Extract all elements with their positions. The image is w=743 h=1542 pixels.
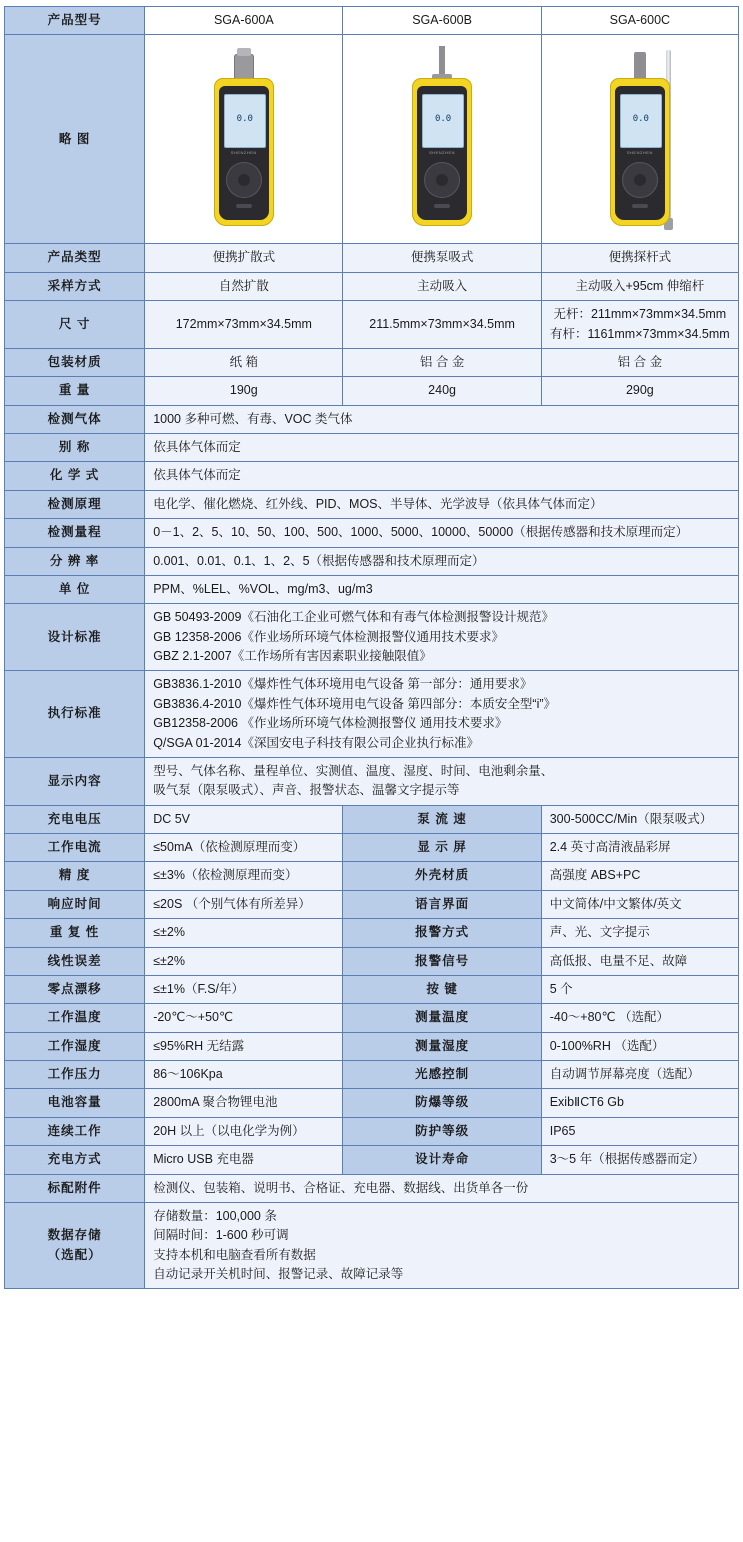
- table-row: [5, 1117, 739, 1145]
- model-a: SGA-600A: [145, 7, 343, 35]
- cell-value: 290g: [541, 377, 738, 405]
- row-label: 化 学 式: [5, 462, 145, 490]
- table-row: [5, 757, 739, 805]
- row-label: 防护等级: [343, 1117, 541, 1145]
- cell-value: ≤20S （个别气体有所差异）: [145, 890, 343, 918]
- row-label: 语言界面: [343, 890, 541, 918]
- row-label: 执行标准: [5, 671, 145, 758]
- cell-value: ≤50mA（依检测原理而变）: [145, 834, 343, 862]
- cell-value: PPM、%LEL、%VOL、mg/m3、ug/m3: [145, 575, 739, 603]
- table-row: [5, 377, 739, 405]
- row-label: 显 示 屏: [343, 834, 541, 862]
- row-label: 测量湿度: [343, 1032, 541, 1060]
- cell-value: 便携泵吸式: [343, 244, 541, 272]
- cell-value: 240g: [343, 377, 541, 405]
- row-label: 报警方式: [343, 919, 541, 947]
- cell-value: Micro USB 充电器: [145, 1146, 343, 1174]
- row-label: 检测气体: [5, 405, 145, 433]
- model-c: SGA-600C: [541, 7, 738, 35]
- table-row: [5, 834, 739, 862]
- cell-value: 电化学、催化燃烧、红外线、PID、MOS、半导体、光学波导（依具体气体而定）: [145, 490, 739, 518]
- table-row: [5, 947, 739, 975]
- row-label: 充电电压: [5, 805, 145, 833]
- cell-value: 便携扩散式: [145, 244, 343, 272]
- row-label: 别 称: [5, 434, 145, 462]
- brand-text-c: SHENZHEN: [626, 150, 653, 156]
- row-label: 泵 流 速: [343, 805, 541, 833]
- device-image-a: [145, 35, 343, 244]
- table-row: [5, 301, 739, 349]
- cell-value: 2.4 英寸高清液晶彩屏: [541, 834, 738, 862]
- cell-value: 主动吸入+95cm 伸缩杆: [541, 272, 738, 300]
- cell-value: 20H 以上（以电化学为例）: [145, 1117, 343, 1145]
- cell-value: 中文简体/中文繁体/英文: [541, 890, 738, 918]
- cell-value: ≤±3%（依检测原理而变）: [145, 862, 343, 890]
- cell-value: 3～5 年（根据传感器而定）: [541, 1146, 738, 1174]
- cell-value: 依具体气体而定: [145, 434, 739, 462]
- table-row: [5, 975, 739, 1003]
- display-value-c: 0.0: [632, 114, 649, 125]
- row-label: 充电方式: [5, 1146, 145, 1174]
- row-label: 测量温度: [343, 1004, 541, 1032]
- row-label: 采样方式: [5, 272, 145, 300]
- row-label: 标配附件: [5, 1174, 145, 1202]
- table-row-model: [5, 7, 739, 35]
- cell-value: GB3836.1-2010《爆炸性气体环境用电气设备 第一部分：通用要求》 GB3836.4-2010《爆炸性气体环境用电气设备 第四部分：本质安全型“i”》 GB12358-2006 《作业场所环境气体检测报警仪 通用技术要求》 Q/SGA 01-2014《深国安电子科技有限公司企业执行标准》: [145, 671, 739, 758]
- row-label: 设计寿命: [343, 1146, 541, 1174]
- row-label: 按 键: [343, 975, 541, 1003]
- cell-value: -40～+80℃ （选配）: [541, 1004, 738, 1032]
- model-b: SGA-600B: [343, 7, 541, 35]
- cell-value: ≤±1%（F.S/年）: [145, 975, 343, 1003]
- cell-value: GB 50493-2009《石油化工企业可燃气体和有毒气体检测报警设计规范》 GB 12358-2006《作业场所环境气体检测报警仪通用技术要求》 GBZ 2.1-2007《工作场所有害因素职业接触限值》: [145, 604, 739, 671]
- cell-value: 自然扩散: [145, 272, 343, 300]
- row-label: 防爆等级: [343, 1089, 541, 1117]
- cell-value: 主动吸入: [343, 272, 541, 300]
- row-label: 重 量: [5, 377, 145, 405]
- cell-value: 0-100%RH （选配）: [541, 1032, 738, 1060]
- cell-value: 高低报、电量不足、故障: [541, 947, 738, 975]
- table-row: [5, 671, 739, 758]
- table-row: [5, 862, 739, 890]
- table-row: [5, 348, 739, 376]
- cell-value: ≤±2%: [145, 947, 343, 975]
- row-label: 报警信号: [343, 947, 541, 975]
- cell-value: 211.5mm×73mm×34.5mm: [343, 301, 541, 349]
- row-label: 零点漂移: [5, 975, 145, 1003]
- row-label: 工作湿度: [5, 1032, 145, 1060]
- table-row: [5, 462, 739, 490]
- table-row: [5, 919, 739, 947]
- row-label-diagram: 略 图: [5, 35, 145, 244]
- row-label: 检测原理: [5, 490, 145, 518]
- row-label-model: 产品型号: [5, 7, 145, 35]
- row-label: 连续工作: [5, 1117, 145, 1145]
- brand-text-b: SHENZHEN: [429, 150, 456, 156]
- portable-pump-detector-icon: [406, 46, 478, 232]
- cell-value: 铝 合 金: [343, 348, 541, 376]
- table-row: [5, 405, 739, 433]
- row-label: 电池容量: [5, 1089, 145, 1117]
- row-label: 数据存储 （选配）: [5, 1202, 145, 1289]
- cell-value: 铝 合 金: [541, 348, 738, 376]
- table-row: [5, 890, 739, 918]
- cell-value: 0－1、2、5、10、50、100、500、1000、5000、10000、50000（根据传感器和技术原理而定）: [145, 519, 739, 547]
- cell-value: 型号、气体名称、量程单位、实测值、温度、湿度、时间、电池剩余量、 吸气泵（限泵吸式）、声音、报警状态、温馨文字提示等: [145, 757, 739, 805]
- cell-value: 无杆：211mm×73mm×34.5mm 有杆：1161mm×73mm×34.5mm: [541, 301, 738, 349]
- cell-value: 检测仪、包装箱、说明书、合格证、充电器、数据线、出货单各一份: [145, 1174, 739, 1202]
- cell-value: 声、光、文字提示: [541, 919, 738, 947]
- cell-value: ≤±2%: [145, 919, 343, 947]
- row-label: 设计标准: [5, 604, 145, 671]
- row-label: 重 复 性: [5, 919, 145, 947]
- cell-value: 自动调节屏幕亮度（选配）: [541, 1061, 738, 1089]
- cell-value: 1000 多种可燃、有毒、VOC 类气体: [145, 405, 739, 433]
- portable-diffusion-detector-icon: [208, 46, 280, 232]
- table-row: [5, 1202, 739, 1289]
- table-row: [5, 272, 739, 300]
- cell-value: ExibⅡCT6 Gb: [541, 1089, 738, 1117]
- cell-value: 190g: [145, 377, 343, 405]
- cell-value: 便携探杆式: [541, 244, 738, 272]
- cell-value: 86～106Kpa: [145, 1061, 343, 1089]
- cell-value: 0.001、0.01、0.1、1、2、5（根据传感器和技术原理而定）: [145, 547, 739, 575]
- table-row: [5, 575, 739, 603]
- row-label: 工作温度: [5, 1004, 145, 1032]
- cell-value: 依具体气体而定: [145, 462, 739, 490]
- table-row: [5, 805, 739, 833]
- row-label: 检测量程: [5, 519, 145, 547]
- table-row: [5, 519, 739, 547]
- table-row: [5, 547, 739, 575]
- device-image-c: [541, 35, 738, 244]
- table-row: [5, 1004, 739, 1032]
- row-label: 产品类型: [5, 244, 145, 272]
- table-row: [5, 1146, 739, 1174]
- row-label: 分 辨 率: [5, 547, 145, 575]
- display-value-a: 0.0: [236, 114, 253, 125]
- table-row: [5, 1089, 739, 1117]
- row-label: 响应时间: [5, 890, 145, 918]
- cell-value: IP65: [541, 1117, 738, 1145]
- table-row: [5, 1061, 739, 1089]
- cell-value: 存储数量：100,000 条 间隔时间：1-600 秒可调 支持本机和电脑查看所有数据 自动记录开关机时间、报警记录、故障记录等: [145, 1202, 739, 1289]
- row-label: 单 位: [5, 575, 145, 603]
- portable-probe-detector-icon: [604, 46, 676, 232]
- row-label: 包装材质: [5, 348, 145, 376]
- table-row: [5, 1032, 739, 1060]
- cell-value: 300-500CC/Min（限泵吸式）: [541, 805, 738, 833]
- row-label: 光感控制: [343, 1061, 541, 1089]
- table-row-images: [5, 35, 739, 244]
- table-row: [5, 244, 739, 272]
- cell-value: 5 个: [541, 975, 738, 1003]
- cell-value: 高强度 ABS+PC: [541, 862, 738, 890]
- row-label: 工作压力: [5, 1061, 145, 1089]
- cell-value: 2800mA 聚合物锂电池: [145, 1089, 343, 1117]
- row-label: 尺 寸: [5, 301, 145, 349]
- cell-value: 172mm×73mm×34.5mm: [145, 301, 343, 349]
- row-label: 工作电流: [5, 834, 145, 862]
- table-row: [5, 490, 739, 518]
- cell-value: 纸 箱: [145, 348, 343, 376]
- cell-value: DC 5V: [145, 805, 343, 833]
- row-label: 精 度: [5, 862, 145, 890]
- device-image-b: [343, 35, 541, 244]
- display-value-b: 0.0: [434, 114, 452, 125]
- table-row: [5, 434, 739, 462]
- brand-text-a: SHENZHEN: [230, 150, 257, 156]
- cell-value: -20℃～+50℃: [145, 1004, 343, 1032]
- row-label: 显示内容: [5, 757, 145, 805]
- cell-value: ≤95%RH 无结露: [145, 1032, 343, 1060]
- table-row: [5, 604, 739, 671]
- row-label: 外壳材质: [343, 862, 541, 890]
- row-label: 线性误差: [5, 947, 145, 975]
- table-row: [5, 1174, 739, 1202]
- specification-table: [4, 6, 739, 1289]
